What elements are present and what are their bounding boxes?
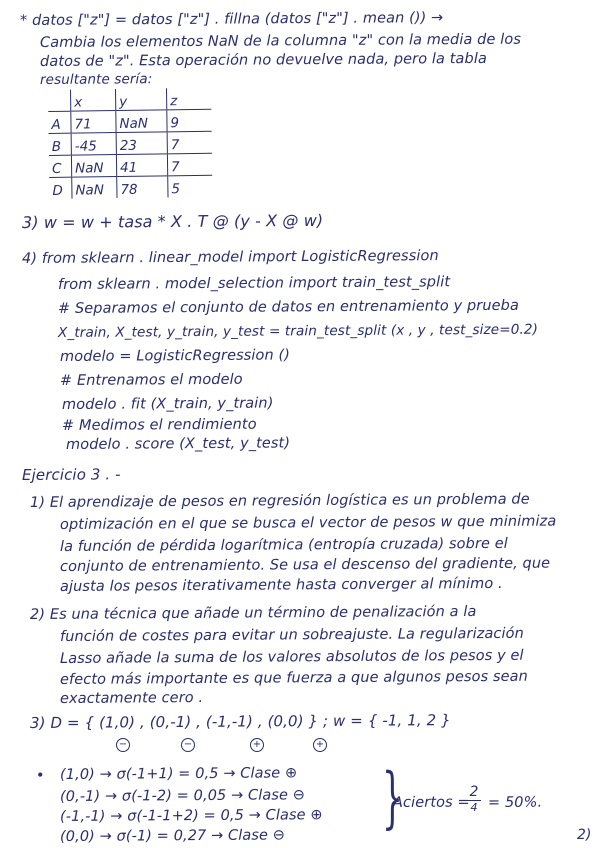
minus-class-icon: − <box>116 738 130 752</box>
table-cell: NaN <box>71 155 116 178</box>
calc-line: (0,0) → σ(-1) = 0,27 → Clase ⊖ <box>59 827 286 845</box>
calc-line: (0,-1) → σ(-1-2) = 0,05 → Clase ⊖ <box>59 787 306 805</box>
column-header: x <box>70 89 115 111</box>
code-line: 4) from sklearn . linear_model import LogisticRegression <box>21 248 439 267</box>
accuracy-result: = 50%. <box>487 794 543 811</box>
accuracy-fraction <box>466 785 482 814</box>
code-line: modelo . fit (X_train, y_train) <box>61 395 274 413</box>
row-index: D <box>52 182 63 199</box>
answer-line: función de costes para evitar un sobreajuste. La regularización <box>59 625 524 645</box>
table-row <box>49 175 212 199</box>
answer-line: optimización en el que se busca el vector de pesos w que minimiza <box>59 513 557 533</box>
table-row <box>48 109 211 133</box>
table-cell: 41 <box>116 154 167 177</box>
answer-line: efecto más importante es que fuerza a que algunos pesos sean <box>59 668 528 688</box>
answer-line: 1) El aprendizaje de pesos en regresión logística es un problema de <box>29 491 530 511</box>
column-header: y <box>115 88 166 110</box>
table-cell: 23 <box>116 132 167 155</box>
answer-line: Lasso añade la suma de los valores absolutos de los pesos y el <box>59 647 524 667</box>
exercise-heading: Ejercicio 3 . - <box>21 465 121 484</box>
table-cell: -45 <box>71 133 116 156</box>
code-line: modelo = LogisticRegression () <box>59 347 291 365</box>
brace-icon: } <box>382 759 403 836</box>
code-line: from sklearn . model_selection import train_test_split <box>57 274 451 293</box>
code-comment: # Medimos el rendimiento <box>61 416 257 434</box>
row-index: C <box>49 155 72 177</box>
table-cell: 78 <box>117 176 168 198</box>
code-comment: # Entrenamos el modelo <box>59 371 243 389</box>
table-cell: 7 <box>167 131 212 154</box>
calc-line: (-1,-1) → σ(-1-1+2) = 0,5 → Clase ⊕ <box>59 807 323 825</box>
page-number: 2) <box>576 826 592 843</box>
result-table <box>48 88 213 199</box>
fillna-code-line: * datos ["z"] = datos ["z"] . fillna (datos ["z"] . mean ()) → <box>19 10 444 29</box>
table-cell: NaN <box>72 177 117 199</box>
calc-line: (1,0) → σ(-1+1) = 0,5 → Clase ⊕ <box>59 765 298 783</box>
code-line: modelo . score (X_test, y_test) <box>65 435 291 453</box>
code-line: X_train, X_test, y_train, y_test = train_test_split (x , y , test_size=0.2) <box>57 321 539 341</box>
table-row <box>49 131 212 155</box>
table-header-row <box>48 88 211 112</box>
table-cell: 5 <box>168 175 213 197</box>
explanation-line: Cambia los elementos NaN de la columna "z" con la media de los <box>39 31 522 51</box>
plus-class-icon: + <box>250 738 264 752</box>
dataset-definition: 3) D = { (1,0) , (0,-1) , (-1,-1) , (0,0) } ; w = { -1, 1, 2 } <box>29 711 451 732</box>
answer-line: exactamente cero . <box>59 690 204 707</box>
table-row <box>49 153 212 177</box>
fraction-numerator: 2 <box>469 784 479 800</box>
weight-update-formula: 3) w = w + tasa * X . T @ (y - X @ w) <box>21 210 324 232</box>
bullet: • <box>35 767 45 784</box>
answer-line: 2) Es una técnica que añade un término de penalización a la <box>29 603 477 623</box>
row-index: B <box>49 133 72 155</box>
table-cell: NaN <box>116 110 167 133</box>
row-index: A <box>48 111 71 133</box>
column-header: z <box>166 88 211 110</box>
fraction-denominator: 4 <box>470 801 478 814</box>
minus-class-icon: − <box>181 738 195 752</box>
answer-line: ajusta los pesos iterativamente hasta converger al mínimo . <box>59 575 503 595</box>
answer-line: la función de pérdida logarítmica (entropía cruzada) sobre el <box>59 535 508 555</box>
accuracy-label: Aciertos = <box>392 794 470 811</box>
code-comment: # Separamos el conjunto de datos en entrenamiento y prueba <box>57 297 519 317</box>
explanation-line: resultante sería: <box>39 71 153 88</box>
table-cell: 71 <box>71 111 116 134</box>
explanation-line: datos de "z". Esta operación no devuelve nada, pero la tabla <box>39 50 487 70</box>
table-cell: 7 <box>167 153 212 176</box>
answer-line: conjunto de entrenamiento. Se usa el descenso del gradiente, que <box>59 555 551 575</box>
table-cell: 9 <box>167 109 212 132</box>
plus-class-icon: + <box>313 738 327 752</box>
